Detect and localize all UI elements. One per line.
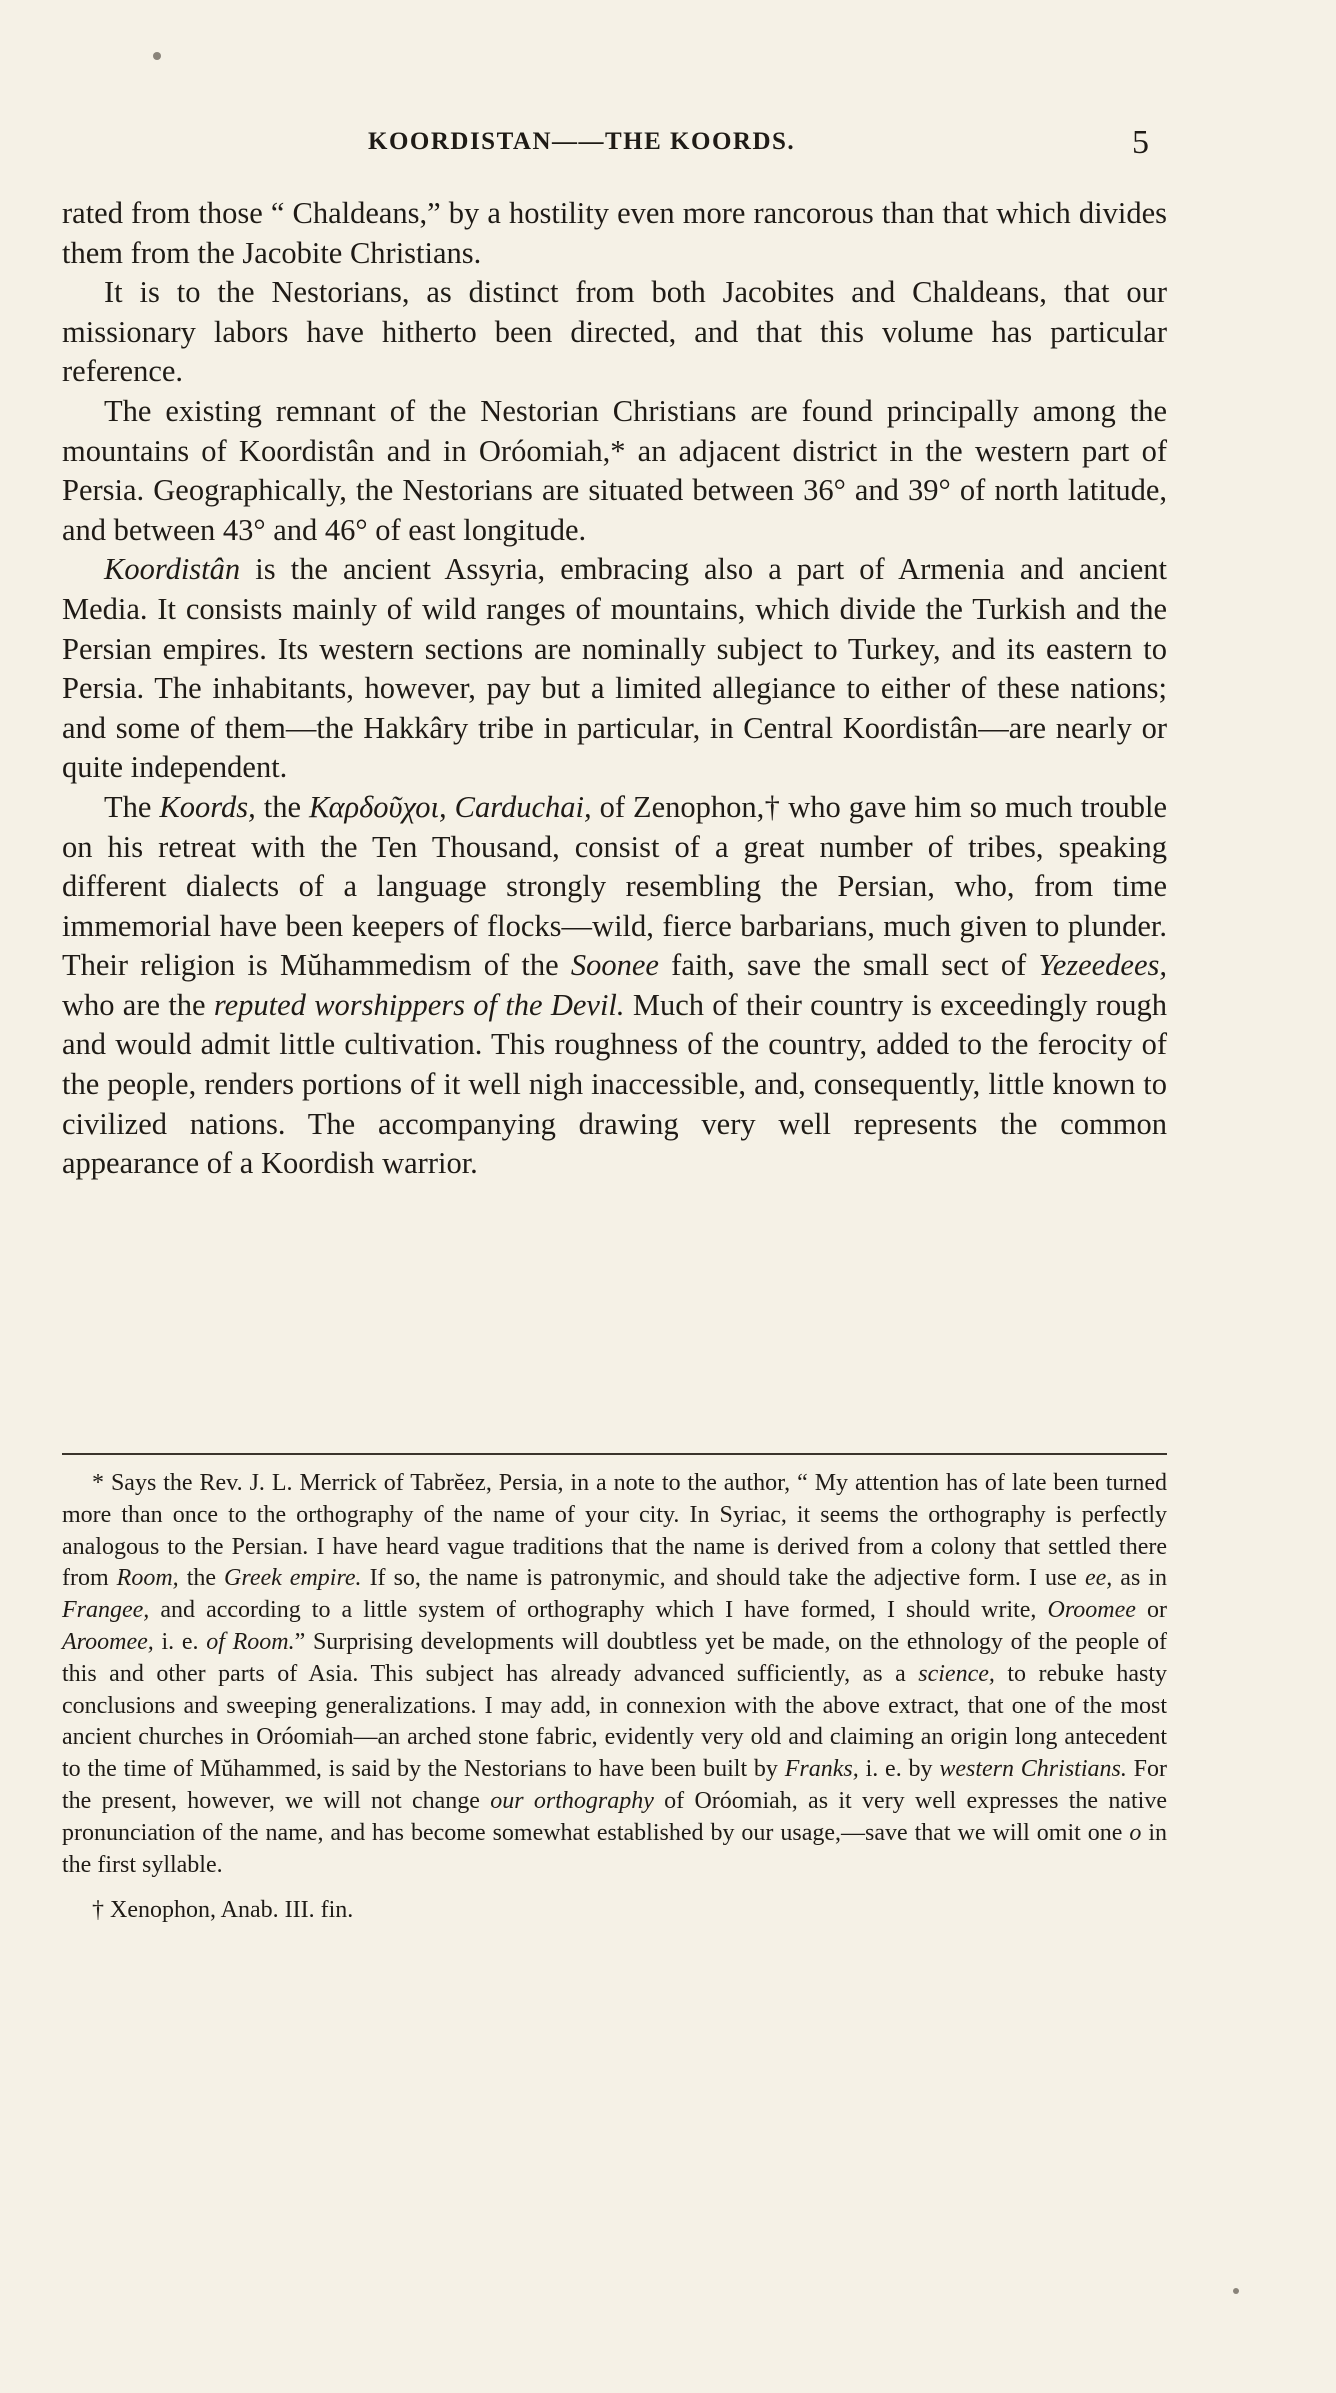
footnote — [62, 1468, 1167, 1881]
italic-term: reputed worshippers of the Devil. — [213, 987, 625, 1022]
page-number: 5 — [1132, 124, 1149, 161]
text-run: * Says the Rev. J. L. Merrick of Tabrĕez, Persia, in a note to the author, “ My attention has of late been turned more than once to the orthography of the name of your city. In Syriac, it seems the orthography is perfectly analogous to the Persian. I have heard vague traditions that the name is derived from a colony that settled there from — [62, 1470, 1167, 1592]
text-run: The — [104, 789, 160, 824]
footnotes — [62, 1468, 1167, 1927]
text-run: Much of their country is exceedingly rough and would admit little cultivation. This roughness of the country, added to the ferocity of the people, renders portions of it well nigh inaccessible, and, consequently, little known to civilized nations. The accompanying drawing very well represents the common appearance of a Koordish warrior. — [62, 987, 1167, 1181]
italic-term: Koordistân — [104, 552, 241, 587]
text-run: of Zenophon,† who gave him so much trouble on his retreat with the Ten Thousand, consist of a great number of tribes, speaking different dialects of a language strongly resembling the Persian, who, from time immemorial have been keepers of flocks—wild, fierce barbarians, much given to plunder. Their religion is Mŭhammedism of the — [62, 789, 1167, 983]
italic-term: Yezeedees, — [1038, 948, 1167, 983]
italic-term: Franks, — [784, 1756, 859, 1783]
italic-term: of Room. — [206, 1628, 295, 1655]
italic-term: Room, — [116, 1565, 179, 1592]
text-run: the — [255, 789, 309, 824]
paragraph — [62, 392, 1167, 550]
italic-term: Soonee — [570, 948, 659, 983]
text-run: i. e. — [153, 1628, 207, 1655]
italic-term: Frangee, — [62, 1597, 150, 1624]
text-run: the — [178, 1565, 225, 1592]
italic-term: ee, — [1084, 1565, 1113, 1592]
italic-term: Oroomee — [1047, 1597, 1136, 1624]
text-run: to rebuke hasty conclusions and sweeping generalizations. I may add, in connexion with the above extract, that one of the most ancient churches in Oróomiah—an arched stone fabric, evidently very old and claiming an origin long antecedent to the time of Mŭhammed, is said by the Nestorians to have been built by — [62, 1660, 1167, 1783]
footnote: † Xenophon, Anab. III. fin. — [92, 1897, 354, 1924]
footnote-divider — [62, 1453, 1167, 1455]
text-run: It is to the Nestorians, as distinct from both Jacobites and Chaldeans, that our missionary labors have hitherto been directed, and that this volume has particular reference. — [62, 275, 1167, 389]
text-run: who are the — [62, 987, 214, 1022]
running-head: KOORDISTAN——THE KOORDS. — [368, 128, 796, 155]
paragraph — [62, 194, 1167, 273]
italic-term: science, — [918, 1660, 995, 1687]
text-run: in the first syllable. — [62, 1819, 1168, 1878]
italic-term: western Christians. — [939, 1756, 1127, 1783]
ink-speck — [153, 52, 161, 60]
main-text — [62, 194, 1167, 1184]
text-run: ” Surprising developments will doubtless yet be made, on the ethnology of the people of this and other parts of Asia. This subject has already advanced sufficiently, as a — [62, 1628, 1167, 1687]
text-run: rated from those “ Chaldeans,” by a hostility even more rancorous than that which divides them from the Jacobite Christians. — [62, 196, 1167, 270]
text-run: For the present, however, we will not change — [62, 1756, 1167, 1814]
text-run: and according to a little system of orthography which I have formed, I should write, — [149, 1597, 1048, 1624]
paragraph — [62, 273, 1167, 392]
page-header — [0, 124, 1336, 164]
paragraph — [62, 788, 1167, 1184]
text-run: i. e. by — [858, 1756, 940, 1783]
text-run: of Oróomiah, as it very well expresses the native pronunciation of the name, and has become somewhat established by our usage,—save that we will omit one — [62, 1787, 1167, 1846]
text-run: If so, the name is patronymic, and should take the adjective form. I use — [361, 1565, 1085, 1592]
ink-speck — [1233, 2288, 1239, 2294]
italic-term: Καρδοῦχοι, Carduchai, — [308, 789, 592, 824]
italic-term: Koords, — [159, 789, 256, 824]
text-run: faith, save the small sect of — [658, 948, 1039, 983]
text-run: or — [1135, 1597, 1167, 1624]
text-run: is the ancient Assyria, embracing also a part of Armenia and ancient Media. It consists mainly of wild ranges of mountains, which divide the Turkish and the Persian empires. Its western sections are nominally subject to Turkey, and its eastern to Persia. The inhabitants, however, pay but a limited allegiance to either of these nations; and some of them—the Hakkâry tribe in particular, in Central Koordistân—are nearly or quite independent. — [62, 552, 1167, 785]
italic-term: o — [1129, 1819, 1142, 1846]
italic-term: Aroomee, — [62, 1628, 154, 1655]
italic-term: Greek empire. — [224, 1565, 362, 1592]
italic-term: our orthography — [490, 1787, 654, 1814]
paragraph — [62, 550, 1167, 788]
text-run: The existing remnant of the Nestorian Christians are found principally among the mountains of Koordistân and in Oróomiah,* an adjacent district in the western part of Persia. Geographically, the Nestorians are situated between 36° and 39° of north latitude, and between 43° and 46° of east longitude. — [62, 393, 1167, 547]
text-run: as in — [1112, 1565, 1167, 1592]
